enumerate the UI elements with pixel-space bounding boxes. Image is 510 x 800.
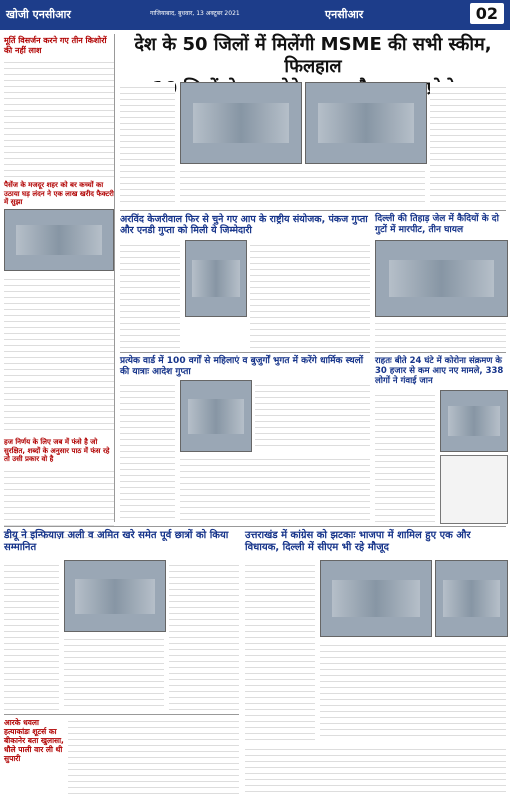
uk-photo-1 [320,560,432,637]
page-number: 02 [470,3,504,24]
gupta-photo [180,380,252,452]
left-headline-2: पैसेंज के मजदूर शहर को बर कच्चों का उठाया घड़ लंदन ने एक लाख खरीद फैक्टरी में सुझा [4,181,114,206]
covid-photo [440,390,508,452]
du-text-2 [64,634,164,710]
kejriwal-headline: अरविंद केजरीवाल फिर से चुने गए आप के राष्ट्रीय संयोजक, पंकज गुप्ता और एनडी गुप्ता को मिली ये जिम्मेदारी [120,214,368,237]
left-article-1 [4,57,114,177]
uk-photo-2 [435,560,508,637]
covid-stats-box [440,455,508,524]
uk-text-2 [320,640,506,740]
gupta-text-1 [120,380,175,522]
top-text-col-2 [430,82,506,207]
dhawla-text [68,716,239,796]
corner-rule [4,714,239,715]
dhawla-headline: आरके धवला हत्याकांडः शूटर्स का बीकानेर बता खुलासा, धौले पाली वार ली थी सुपारी [4,718,64,763]
bottom-rule [4,526,506,527]
du-text-1 [4,560,59,710]
uttarakhand-headline: उत्तराखंड में कांग्रेस को झटकाः भाजपा में शामिल हुए एक और विधायक, दिल्ली में सीएम भी रहे मौजूद [245,530,471,553]
masthead-band [0,0,510,30]
paper-name: खोजी एनसीआर [6,8,71,21]
kejriwal-text-1 [120,240,180,350]
section-name: एनसीआर [325,8,364,21]
uk-text-3 [245,744,506,796]
kejriwal-photo [185,240,247,317]
gupta-text-3 [255,380,370,450]
dateline: गाजियाबाद, बुधवार, 13 अक्टूबर 2021 [150,10,240,17]
tihar-headline: दिल्ली की तिहाड़ जेल में कैदियों के दो गुटों में मारपीट, तीन घायल [375,214,499,235]
left-headline-3: हज निर्णय के लिए जब में फंसे है जो सुरक्षित, शब्दों के अनुसार पाठ में फंस रहे तो उसी प्रकार वो है [4,438,110,464]
mid-rule [120,210,506,211]
left-article-2 [4,274,114,434]
tihar-text [375,318,506,350]
top-photo-1 [180,82,302,164]
covid-text [375,390,435,522]
mid-rule-2 [120,352,370,353]
du-text-3 [169,560,239,710]
covid-headline: राहतः बीते 24 घंटे में कोरोना संक्रमण के 30 हजार से कम आए नए मामले, 338 लोगों ने गंवाई जान [375,356,504,387]
kejriwal-text-2 [250,240,370,350]
relief-rule [375,352,506,353]
left-column [4,34,115,522]
left-headline-1: मूर्ति विसर्जन करने गए तीन किशोरों की नहीं लाश [4,36,107,55]
left-photo [4,209,114,271]
du-headline: डीयू ने इन्फियाज़ अली व अमित खरे समेत पूर्व छात्रों को किया सम्मानित [4,530,229,553]
uk-text-1 [245,560,315,740]
top-text-col-1 [120,82,175,207]
tihar-photo [375,240,508,317]
top-headline-1: देश के 50 जिलों में मिलेंगी MSME की सभी स्कीम, फिलहाल [134,34,492,77]
top-story-body [120,82,506,207]
du-photo [64,560,166,632]
top-text-under [180,166,425,207]
gupta-text-2 [180,454,370,522]
top-photo-2 [305,82,427,164]
gupta-headline: प्रत्येक वार्ड में 100 वर्गों से महिलाएं व बुजुर्गों भुगत में करेंगे धार्मिक स्थलों की यात्राः आदेश गुप्ता [120,356,364,377]
